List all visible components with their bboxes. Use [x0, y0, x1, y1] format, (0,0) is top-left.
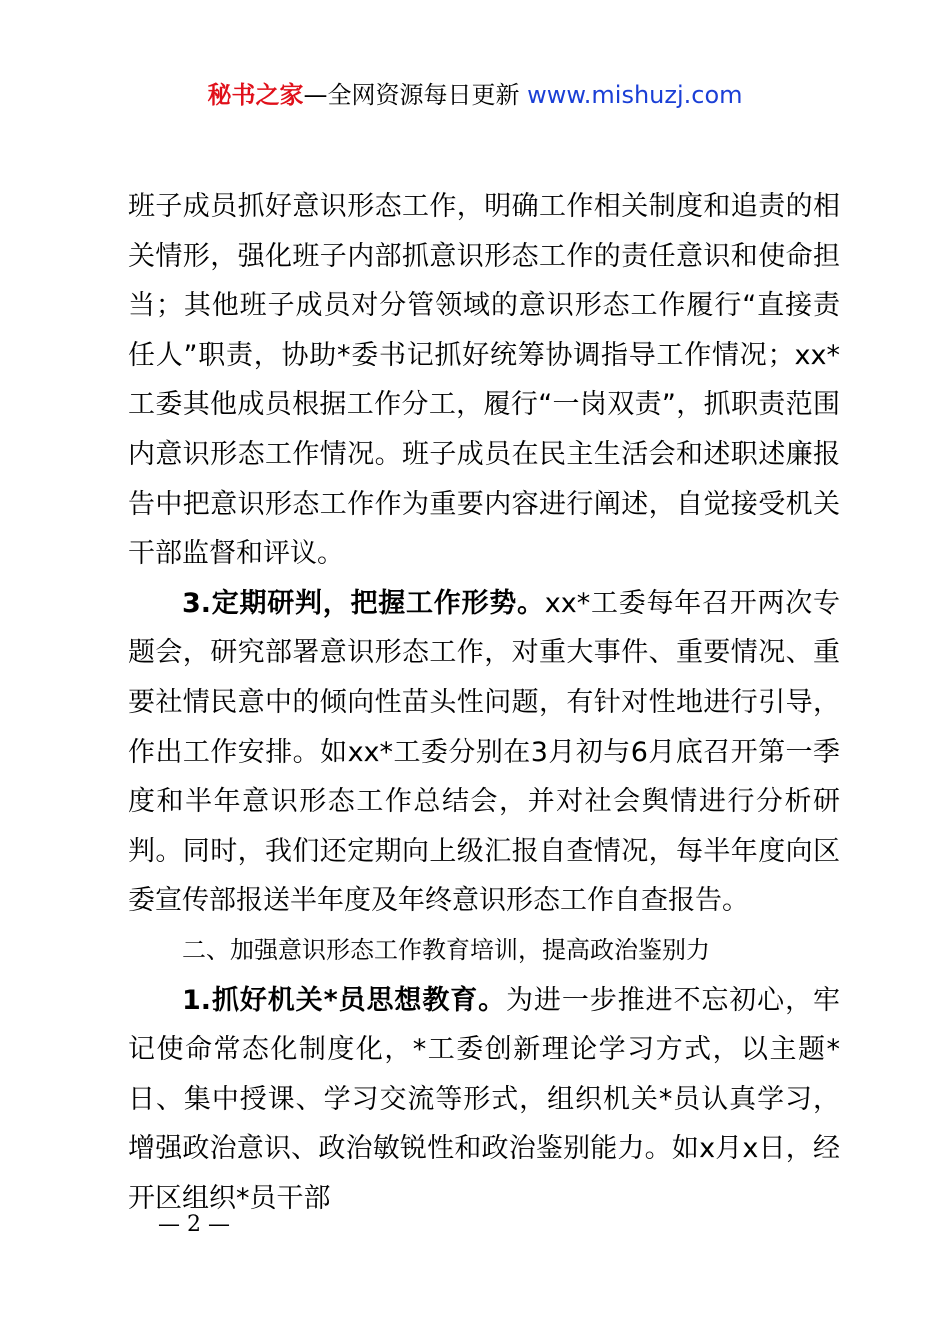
brand-name: 秘书之家 [207, 81, 304, 109]
section-lead-ideological-education: 1.抓好机关*员思想教育。 [182, 984, 507, 1016]
document-body [128, 182, 840, 1223]
paragraph-responsibility: 班子成员抓好意识形态工作，明确工作相关制度和追责的相关情形，强化班子内部抓意识形态工作的责任意识和使命担当；其他班子成员对分管领域的意识形态工作履行“直接责任人”职责，协助*委书记抓好统筹协调指导工作情况；xx*工委其他成员根据工作分工，履行“一岗双责”，抓职责范围内意识形态工作情况。班子成员在民主生活会和述职述廉报告中把意识形态工作作为重要内容进行阐述，自觉接受机关干部监督和评议。 [128, 191, 840, 570]
section-lead-regular-review: 3.定期研判，把握工作形势。 [182, 587, 545, 619]
section-heading-education: 二、加强意识形态工作教育培训，提高政治鉴别力 [182, 935, 710, 964]
paragraph-ideological-education [128, 976, 840, 1224]
paragraph-ideological-education-body: 为进一步推进不忘初心，牢记使命常态化制度化，*工委创新理论学习方式，以主题*日、集中授课、学习交流等形式，组织机关*员认真学习，增强政治意识、政治敏锐性和政治鉴别能力。如x月x日，经开区组织*员干部 [128, 984, 840, 1214]
site-header [0, 78, 950, 112]
paragraph-regular-review [128, 579, 840, 926]
page-number: — 2 — [158, 1212, 230, 1237]
paragraph-regular-review-body: xx*工委每年召开两次专题会，研究部署意识形态工作，对重大事件、重要情况、重要社情民意中的倾向性苗头性问题，有针对性地进行引导，作出工作安排。如xx*工委分别在3月初与6月底召开第一季度和半年意识形态工作总结会，并对社会舆情进行分析研判。同时，我们还定期向上级汇报自查情况，每半年度向区委宣传部报送半年度及年终意识形态工作自查报告。 [128, 587, 840, 917]
header-tagline: —全网资源每日更新 [303, 81, 520, 109]
site-url-link[interactable]: www.mishuzj.com [527, 81, 743, 109]
